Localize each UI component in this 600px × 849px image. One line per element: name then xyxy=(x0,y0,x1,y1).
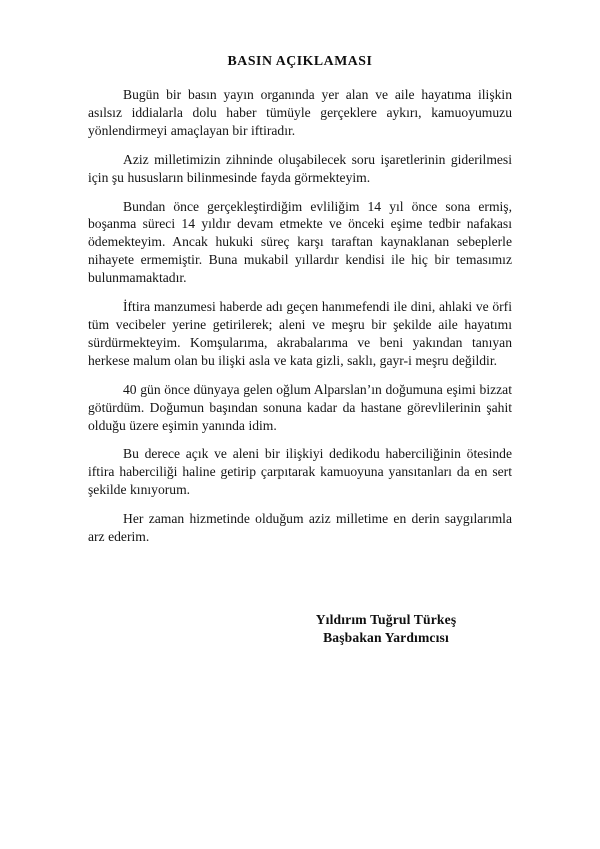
document-body xyxy=(88,86,512,546)
paragraph: Bugün bir basın yayın organında yer alan ve aile hayatıma ilişkin asılsız iddialarla dolu haber tümüyle gerçeklere aykırı, kamuoyumuzu yönlendirmeyi amaçlayan bir iftiradır. xyxy=(88,87,512,138)
signature-title: Başbakan Yardımcısı xyxy=(323,630,449,645)
paragraph: Bundan önce gerçekleştirdiğim evliliğim 14 yıl önce sona ermiş, boşanma süreci 14 yıldır devam etmekte ve önceki eşime tedbir nafakası ödemekteyim. Ancak hukuki süreç karşı taraftan kaynaklanan sebeplerle nihayete ermemiştir. Buna mukabil yıllardır kendisi ile hiç bir temasımız bulunmamaktadır. xyxy=(88,198,512,286)
signature-block xyxy=(250,611,522,647)
paragraph: Her zaman hizmetinde olduğum aziz milletime en derin saygılarımla arz ederim. xyxy=(88,511,512,545)
paragraph: Bu derece açık ve aleni bir ilişkiyi dedikodu haberciliğinin ötesinde iftira haberciliği haline getirip çarpıtarak kamuoyuna yansıtanları da en sert şekilde kınıyorum. xyxy=(88,446,512,498)
paragraph: Aziz milletimizin zihninde oluşabilecek soru işaretlerinin giderilmesi için şu hususların bilinmesinde fayda görmekteyim. xyxy=(88,151,512,185)
signature-name: Yıldırım Tuğrul Türkeş xyxy=(315,612,457,627)
page-title: BASIN AÇIKLAMASI xyxy=(227,53,373,68)
paragraph: İftira manzumesi haberde adı geçen hanımefendi ile dini, ahlaki ve örfi tüm vecibeler yerine getirilerek; aleni ve meşru bir şekilde aile hayatımı sürdürmekteyim. Komşularıma, akrabalarıma ve beni yakından tanıyan herkese malum olan bu ilişki asla ve kata gizli, saklı, gayr-i meşru değildir. xyxy=(88,299,512,368)
paragraph: 40 gün önce dünyaya gelen oğlum Alparslan’ın doğumuna eşimi bizzat götürdüm. Doğumun başından sonuna kadar da hastane görevlilerinin şahit olduğu üzere eşimin yanında idim. xyxy=(88,381,512,433)
